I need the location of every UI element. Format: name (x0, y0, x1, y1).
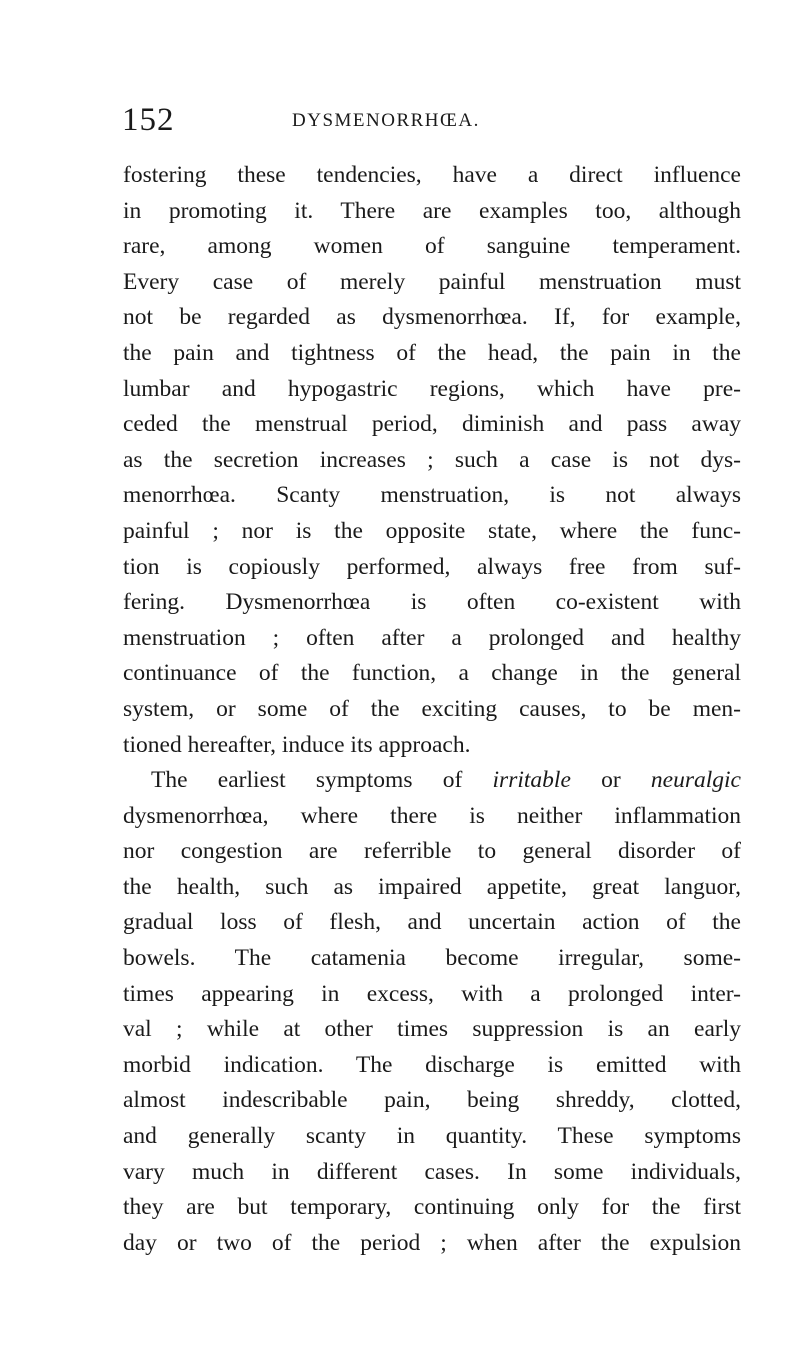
text-segment: the health, such as impaired appetite, great languor, (123, 873, 741, 900)
text-line (123, 336, 741, 372)
text-segment: they are but temporary, continuing only for the first (123, 1194, 741, 1221)
text-line (123, 799, 741, 835)
text-segment: not be regarded as dysmenorrhœa. If, for example, (123, 304, 741, 331)
text-line (123, 1083, 741, 1119)
text-line (123, 585, 741, 621)
text-segment: dysmenorrhœa, where there is neither inflammation (123, 802, 741, 829)
text-segment: system, or some of the exciting causes, to be men- (123, 695, 741, 722)
text-line (123, 870, 741, 906)
text-line (123, 905, 741, 941)
running-head: DYSMENORRHŒA. (292, 110, 480, 131)
text-segment: in promoting it. There are examples too, although (123, 197, 741, 224)
text-segment: ceded the menstrual period, diminish and pass away (123, 411, 741, 438)
text-line (123, 656, 741, 692)
text-line (123, 550, 741, 586)
text-segment: vary much in different cases. In some individuals, (123, 1158, 741, 1185)
text-segment: fering. Dysmenorrhœa is often co-existent with (123, 589, 741, 616)
italic-term: neuralgic (650, 767, 741, 794)
text-line (123, 265, 741, 301)
text-line (123, 514, 741, 550)
text-segment: gradual loss of flesh, and uncertain action of the (123, 909, 741, 936)
page-header (122, 100, 722, 140)
text-line (123, 692, 741, 728)
text-line (123, 834, 741, 870)
text-segment: or (570, 767, 651, 794)
text-line (123, 1048, 741, 1084)
text-line (123, 728, 741, 764)
text-segment: the pain and tightness of the head, the pain in the (123, 339, 741, 366)
text-segment: tion is copiously performed, always free from suf- (123, 553, 741, 580)
body-text (123, 158, 741, 1261)
text-line (123, 941, 741, 977)
text-line (123, 194, 741, 230)
text-segment: bowels. The catamenia become irregular, some- (123, 945, 741, 972)
text-line (123, 1190, 741, 1226)
text-segment: lumbar and hypogastric regions, which have pre- (123, 375, 741, 402)
text-line (123, 372, 741, 408)
text-line (123, 621, 741, 657)
page-number: 152 (122, 102, 175, 138)
text-segment: almost indescribable pain, being shreddy, clotted, (123, 1087, 741, 1114)
text-segment: tioned hereafter, induce its approach. (123, 731, 471, 758)
text-segment: Every case of merely painful menstruation must (123, 268, 741, 295)
text-line (123, 1119, 741, 1155)
text-line (123, 478, 741, 514)
text-line (123, 977, 741, 1013)
text-segment: painful ; nor is the opposite state, where the func- (123, 517, 741, 544)
text-segment: continuance of the function, a change in the general (123, 660, 741, 687)
text-line (123, 443, 741, 479)
text-segment: as the secretion increases ; such a case is not dys- (123, 446, 741, 473)
text-segment: times appearing in excess, with a prolonged inter- (123, 980, 741, 1007)
text-segment: val ; while at other times suppression is an early (123, 1016, 741, 1043)
text-line (123, 300, 741, 336)
text-line (123, 407, 741, 443)
text-segment: fostering these tendencies, have a direct influence (123, 162, 741, 188)
text-segment: menorrhœa. Scanty menstruation, is not always (123, 482, 741, 509)
text-segment: nor congestion are referrible to general disorder of (123, 838, 741, 865)
text-line (123, 1012, 741, 1048)
text-line (123, 158, 741, 194)
italic-term: irritable (492, 767, 571, 794)
text-segment: morbid indication. The discharge is emitted with (123, 1051, 741, 1078)
text-segment: day or two of the period ; when after the expulsion (123, 1229, 741, 1256)
text-segment: menstruation ; often after a prolonged and healthy (123, 624, 741, 651)
text-line (123, 1226, 741, 1262)
text-segment: and generally scanty in quantity. These symptoms (123, 1123, 741, 1150)
text-line (123, 1155, 741, 1191)
text-line (123, 229, 741, 265)
text-segment: The earliest symptoms of (151, 767, 493, 794)
text-segment: rare, among women of sanguine temperament. (123, 233, 741, 260)
text-line (123, 763, 741, 799)
